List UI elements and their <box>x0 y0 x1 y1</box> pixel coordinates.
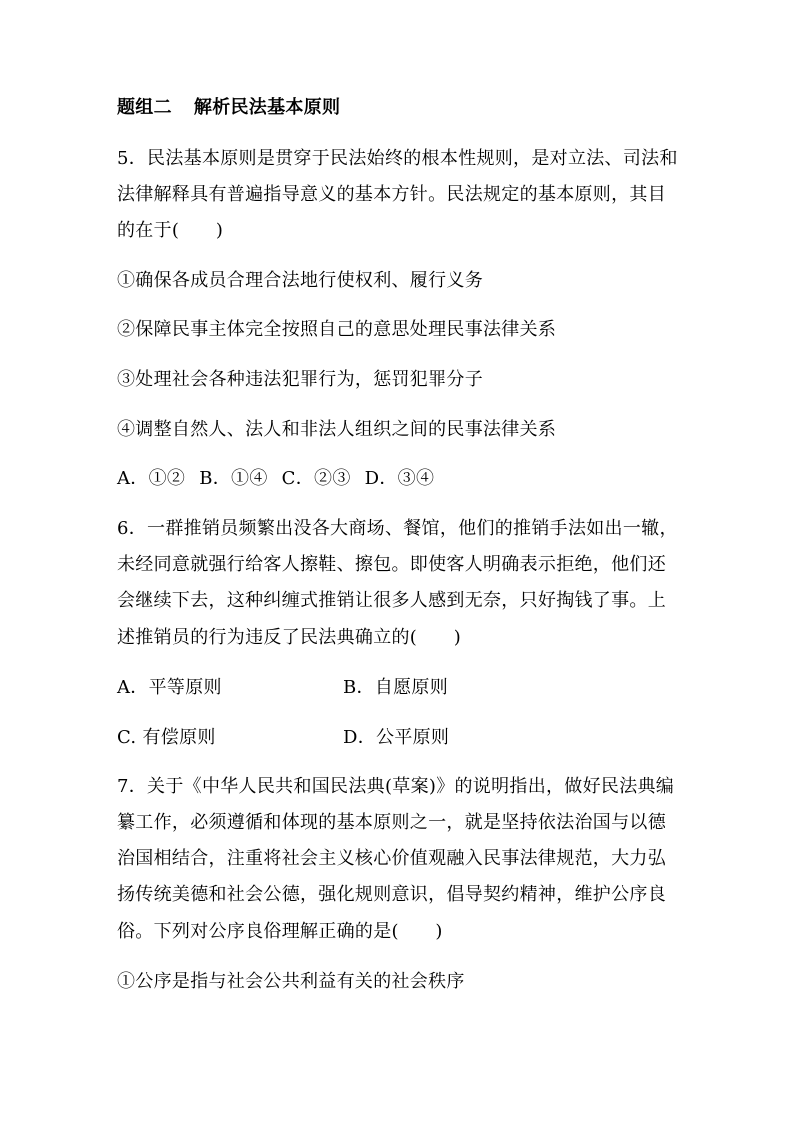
question-text-line: 未经同意就强行给客人擦鞋、擦包。即使客人明确表示拒绝，他们还 <box>117 554 666 575</box>
question-text-line: 6．一群推销员频繁出没各大商场、餐馆，他们的推销手法如出一辙， <box>117 518 678 539</box>
answer-options <box>117 467 434 491</box>
section-heading <box>117 96 340 120</box>
statement-3: ③处理社会各种违法犯罪行为，惩罚犯罪分子 <box>117 369 483 390</box>
question-text-line: 治国相结合，注重将社会主义核心价值观融入民事法律规范，大力弘 <box>117 848 666 869</box>
statement-1: ①公序是指与社会公共利益有关的社会秩序 <box>117 971 465 992</box>
question-text-line: 法律解释具有普遍指导意义的基本方针。民法规定的基本原则，其目 <box>117 184 666 205</box>
section-label: 题组二 <box>117 97 172 118</box>
statement-4: ④调整自然人、法人和非法人组织之间的民事法律关系 <box>117 419 557 440</box>
option-b[interactable]: B．①④ <box>199 468 268 489</box>
option-a[interactable]: A．①② <box>117 468 186 489</box>
question-text-line: 的在于( ) <box>117 220 224 241</box>
option-b[interactable]: B．自愿原则 <box>343 677 449 698</box>
question-text-line: 扬传统美德和社会公德，强化规则意识，倡导契约精神，维护公序良 <box>117 884 666 905</box>
statement-1: ①确保各成员合理合法地行使权利、履行义务 <box>117 270 483 291</box>
question-text-line: 俗。下列对公序良俗理解正确的是( ) <box>117 921 443 942</box>
option-d[interactable]: D．③④ <box>364 468 435 489</box>
option-a[interactable]: A．平等原则 <box>117 677 222 698</box>
question-text-line: 纂工作，必须遵循和体现的基本原则之一，就是坚持依法治国与以德 <box>117 812 666 833</box>
answer-options-row-1 <box>117 676 687 700</box>
answer-options-row-2 <box>117 726 687 750</box>
option-c[interactable]: C. 有偿原则 <box>117 727 216 748</box>
section-title: 解析民法基本原则 <box>193 97 341 118</box>
question-text-line: 7．关于《中华人民共和国民法典(草案)》的说明指出，做好民法典编 <box>117 776 675 797</box>
option-c[interactable]: C．②③ <box>281 468 351 489</box>
question-text-line: 会继续下去，这种纠缠式推销让很多人感到无奈，只好掏钱了事。上 <box>117 590 666 611</box>
question-text-line: 5．民法基本原则是贯穿于民法始终的根本性规则，是对立法、司法和 <box>117 148 678 169</box>
option-d[interactable]: D．公平原则 <box>343 727 450 748</box>
question-text-line: 述推销员的行为违反了民法典确立的( ) <box>117 627 462 648</box>
statement-2: ②保障民事主体完全按照自己的意思处理民事法律关系 <box>117 319 557 340</box>
